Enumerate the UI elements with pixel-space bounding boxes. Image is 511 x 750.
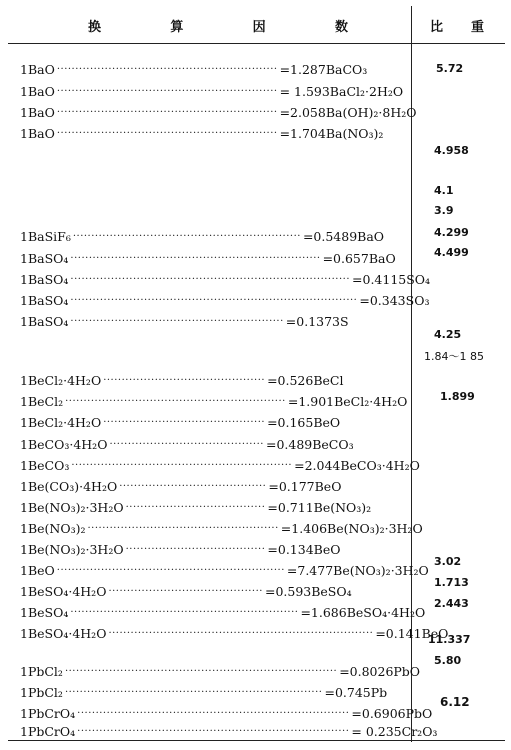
formula-lhs: 1BaSO₄ xyxy=(20,313,69,329)
leader-dots: ···························································· xyxy=(71,459,293,471)
formula-lhs: 1BaO xyxy=(20,83,55,99)
formula-lhs: 1BaO xyxy=(20,61,55,77)
formula-row xyxy=(20,682,387,702)
leader-dots: ······························································ xyxy=(70,606,299,618)
formula-rhs: =1.686BeSO₄·4H₂O xyxy=(300,604,426,620)
leader-dots: ···························································· xyxy=(56,63,278,75)
formula-rhs: =0.593BeSO₄ xyxy=(264,583,352,599)
leader-dots: ······································································ xyxy=(64,686,323,698)
leader-dots: ···················································· xyxy=(87,522,279,534)
formula-lhs: 1Be(NO₃)₂·3H₂O xyxy=(20,541,124,557)
specific-gravity-value: 4.958 xyxy=(434,144,469,157)
specific-gravity-value: 4.1 xyxy=(434,184,454,197)
formula-rhs: =1.406Be(NO₃)₂·3H₂O xyxy=(280,520,423,536)
leader-dots: ············································································ xyxy=(70,273,351,285)
formula-lhs: 1BeCO₃·4H₂O xyxy=(20,436,108,452)
header-char: 算 xyxy=(170,19,184,35)
formula-lhs: 1PbCrO₄ xyxy=(20,705,76,721)
formula-rhs: =0.5489BaO xyxy=(302,228,385,244)
specific-gravity-value: 3.9 xyxy=(434,204,454,217)
leader-dots: ······························································ xyxy=(56,564,285,576)
specific-gravity-value: 1.84～1 85 xyxy=(424,350,484,363)
formula-lhs: 1BeCO₃ xyxy=(20,457,70,473)
formula-rhs: =0.711Be(NO₃)₂ xyxy=(267,499,372,515)
header-char: 重 xyxy=(470,19,484,35)
formula-row xyxy=(20,290,429,310)
formula-row xyxy=(20,434,354,454)
formula-row xyxy=(20,623,448,643)
specific-gravity-value: 2.443 xyxy=(434,597,469,610)
formula-rhs: =0.8026PbO xyxy=(339,663,421,679)
formula-rhs: =0.141BeO xyxy=(375,625,449,641)
formula-rhs: =0.134BeO xyxy=(267,541,341,557)
leader-dots: ········································ xyxy=(119,480,267,492)
formula-rhs: =0.177BeO xyxy=(268,478,342,494)
formula-rhs: =0.657BaO xyxy=(322,250,396,266)
formula-rhs: = 1.593BaCl₂·2H₂O xyxy=(279,83,404,99)
formula-row xyxy=(20,81,403,101)
header-conversion-factor xyxy=(88,12,348,38)
formula-rhs: =0.745Pb xyxy=(324,684,388,700)
formula-row xyxy=(20,581,352,601)
formula-row xyxy=(20,226,384,246)
formula-lhs: 1BaSO₄ xyxy=(20,250,69,266)
leader-dots: ·········································· xyxy=(109,438,264,450)
formula-row xyxy=(20,497,371,517)
leader-dots: ·········································································· xyxy=(64,665,338,677)
formula-rhs: =1.704Ba(NO₃)₂ xyxy=(279,125,384,141)
leader-dots: ······································ xyxy=(125,543,266,555)
formula-lhs: 1PbCrO₄ xyxy=(20,723,76,739)
formula-rhs: =0.489BeCO₃ xyxy=(265,436,354,452)
specific-gravity-value: 6.12 xyxy=(440,695,470,709)
formula-row xyxy=(20,455,420,475)
formula-row xyxy=(20,102,416,122)
header-rule xyxy=(8,43,505,44)
leader-dots: ············································ xyxy=(103,416,266,428)
formula-row xyxy=(20,602,425,622)
formula-lhs: 1Be(CO₃)·4H₂O xyxy=(20,478,118,494)
specific-gravity-value: 3.02 xyxy=(434,555,462,568)
formula-row xyxy=(20,311,349,331)
formula-lhs: 1BeO xyxy=(20,562,55,578)
specific-gravity-value: 5.72 xyxy=(436,62,464,75)
specific-gravity-value: 11.337 xyxy=(428,633,471,646)
specific-gravity-value: 4.499 xyxy=(434,246,469,259)
specific-gravity-value: 4.25 xyxy=(434,328,462,341)
leader-dots: ······································ xyxy=(125,501,266,513)
formula-lhs: 1PbCl₂ xyxy=(20,684,63,700)
formula-row xyxy=(20,248,396,268)
formula-row xyxy=(20,123,383,143)
leader-dots: ···························································· xyxy=(56,85,278,97)
conversion-table xyxy=(8,6,505,742)
header-specific-gravity xyxy=(430,12,484,38)
leader-dots: ········································································ xyxy=(108,627,374,639)
formula-lhs: 1BaSO₄ xyxy=(20,292,69,308)
formula-row xyxy=(20,59,367,79)
formula-rhs: =0.526BeCl xyxy=(267,372,344,388)
formula-row xyxy=(20,391,407,411)
formula-rhs: =0.6906PbO xyxy=(351,705,433,721)
formula-row xyxy=(20,721,437,741)
leader-dots: ·········································· xyxy=(108,585,263,597)
formula-rhs: =0.1373S xyxy=(285,313,349,329)
leader-dots: ·········································································· xyxy=(77,707,350,719)
formula-lhs: 1BeCl₂·4H₂O xyxy=(20,414,102,430)
formula-rhs: =0.4115SO₄ xyxy=(352,271,431,287)
formula-rhs: =2.058Ba(OH)₂·8H₂O xyxy=(279,104,417,120)
formula-rhs: =0.343SO₃ xyxy=(359,292,430,308)
formula-row xyxy=(20,476,341,496)
formula-row xyxy=(20,560,429,580)
formula-lhs: 1Be(NO₃)₂ xyxy=(20,520,86,536)
specific-gravity-value: 5.80 xyxy=(434,654,462,667)
header-char: 比 xyxy=(430,19,444,35)
leader-dots: ···························································· xyxy=(56,127,278,139)
leader-dots: ············································ xyxy=(103,374,266,386)
leader-dots: ·············································································· xyxy=(70,294,358,306)
formula-lhs: 1BaSO₄ xyxy=(20,271,69,287)
formula-rhs: =2.044BeCO₃·4H₂O xyxy=(294,457,420,473)
formula-lhs: 1BeSO₄ xyxy=(20,604,69,620)
leader-dots: ·························································· xyxy=(70,315,284,327)
formula-row xyxy=(20,269,430,289)
formula-row xyxy=(20,412,340,432)
specific-gravity-value: 1.899 xyxy=(440,390,475,403)
header-char: 因 xyxy=(252,19,266,35)
formula-lhs: 1BeCl₂ xyxy=(20,393,64,409)
formula-row xyxy=(20,661,420,681)
formula-lhs: 1BaO xyxy=(20,104,55,120)
formula-lhs: 1PbCl₂ xyxy=(20,663,63,679)
formula-rhs: =1.287BaCO₃ xyxy=(279,61,368,77)
header-char: 换 xyxy=(88,19,102,35)
formula-lhs: 1BeSO₄·4H₂O xyxy=(20,583,107,599)
formula-lhs: 1Be(NO₃)₂·3H₂O xyxy=(20,499,124,515)
specific-gravity-value: 4.299 xyxy=(434,226,469,239)
leader-dots: ······························································ xyxy=(72,230,301,242)
formula-lhs: 1BaO xyxy=(20,125,55,141)
formula-row xyxy=(20,518,423,538)
formula-row xyxy=(20,370,343,390)
leader-dots: ···························································· xyxy=(56,106,278,118)
formula-rhs: = 0.235Cr₂O₃ xyxy=(351,723,438,739)
formula-row xyxy=(20,539,340,559)
header-char: 数 xyxy=(334,19,348,35)
formula-lhs: 1BaSiF₆ xyxy=(20,228,71,244)
leader-dots: ·········································································· xyxy=(77,725,350,737)
leader-dots: ···························································· xyxy=(65,395,286,407)
leader-dots: ···································································· xyxy=(70,252,321,264)
formula-rhs: =1.901BeCl₂·4H₂O xyxy=(287,393,408,409)
formula-lhs: 1BeCl₂·4H₂O xyxy=(20,372,102,388)
formula-lhs: 1BeSO₄·4H₂O xyxy=(20,625,107,641)
formula-row xyxy=(20,703,432,723)
formula-rhs: =7.477Be(NO₃)₂·3H₂O xyxy=(286,562,429,578)
specific-gravity-value: 1.713 xyxy=(434,576,469,589)
formula-rhs: =0.165BeO xyxy=(267,414,341,430)
